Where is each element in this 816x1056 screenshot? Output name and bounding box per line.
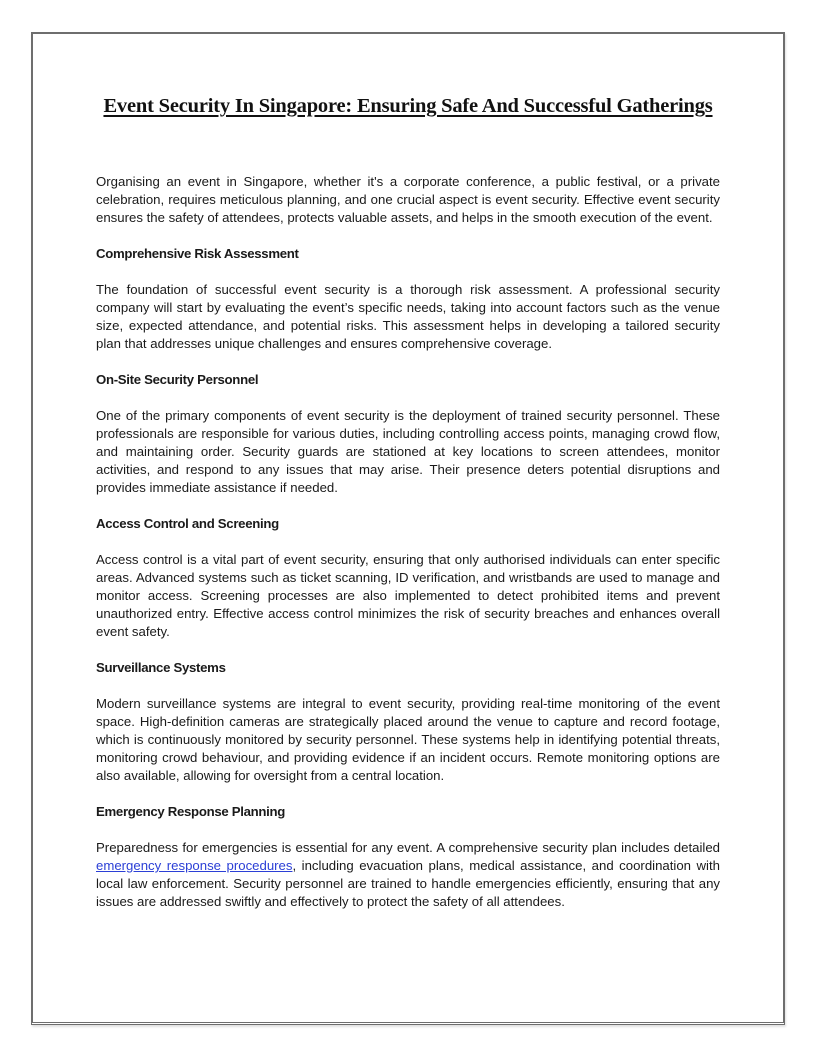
section-body-access-control: Access control is a vital part of event security, ensuring that only authorised individuals can enter specific areas. Advanced systems such as ticket scanning, ID verification, and wristbands are used to manage and monitor access. Screening processes are also implemented to detect prohibited items and prevent unauthorized entry. Effective access control minimizes the risk of security breaches and enhances overall event safety. [96,552,720,639]
section-body-security-personnel: One of the primary components of event security is the deployment of trained security personnel. These professionals are responsible for various duties, including controlling access points, managing crowd flow, and maintaining order. Security guards are stationed at key locations to screen attendees, monitor activities, and respond to any issues that may arise. Their presence deters potential disruptions and provides immediate assistance if needed. [96,408,720,495]
section-heading-security-personnel: On-Site Security Personnel [96,372,259,387]
intro-paragraph: Organising an event in Singapore, whether it's a corporate conference, a public festival, or a private celebration, requires meticulous planning, and one crucial aspect is event security. Effective event security ensures the safety of attendees, protects valuable assets, and helps in the smooth execution of the event. [96,174,720,225]
section-heading-emergency-response: Emergency Response Planning [96,804,286,819]
section-body-surveillance: Modern surveillance systems are integral to event security, providing real-time monitoring of the event space. High-definition cameras are strategically placed around the venue to capture and record footage, which is continuously monitored by security personnel. These systems help in identifying potential threats, monitoring crowd behaviour, and providing evidence if an incident occurs. Remote monitoring options are also available, allowing for oversight from a central location. [96,696,720,783]
emergency-body-text-after-link: , including evacuation plans, medical assistance, and coordination with local law enforcement. Security personnel are trained to handle emergencies efficiently, ensuring that any issues are addressed swiftly and effectively to protect the safety of all attendees. [96,858,720,909]
document-body [96,173,720,929]
emergency-body-text-before-link: Preparedness for emergencies is essential for any event. A comprehensive security plan includes detailed [96,840,720,855]
section-heading-risk-assessment: Comprehensive Risk Assessment [96,246,299,261]
section-body-risk-assessment: The foundation of successful event security is a thorough risk assessment. A professional security company will start by evaluating the event’s specific needs, taking into account factors such as the venue size, expected attendance, and potential risks. This assessment helps in developing a tailored security plan that addresses unique challenges and ensures comprehensive coverage. [96,282,720,351]
section-body-emergency-response [96,839,720,911]
document-title: Event Security In Singapore: Ensuring Safe And Successful Gatherings [103,95,713,117]
section-heading-access-control: Access Control and Screening [96,516,279,531]
section-heading-surveillance: Surveillance Systems [96,660,226,675]
emergency-response-procedures-link[interactable]: emergency response procedures [96,858,293,873]
